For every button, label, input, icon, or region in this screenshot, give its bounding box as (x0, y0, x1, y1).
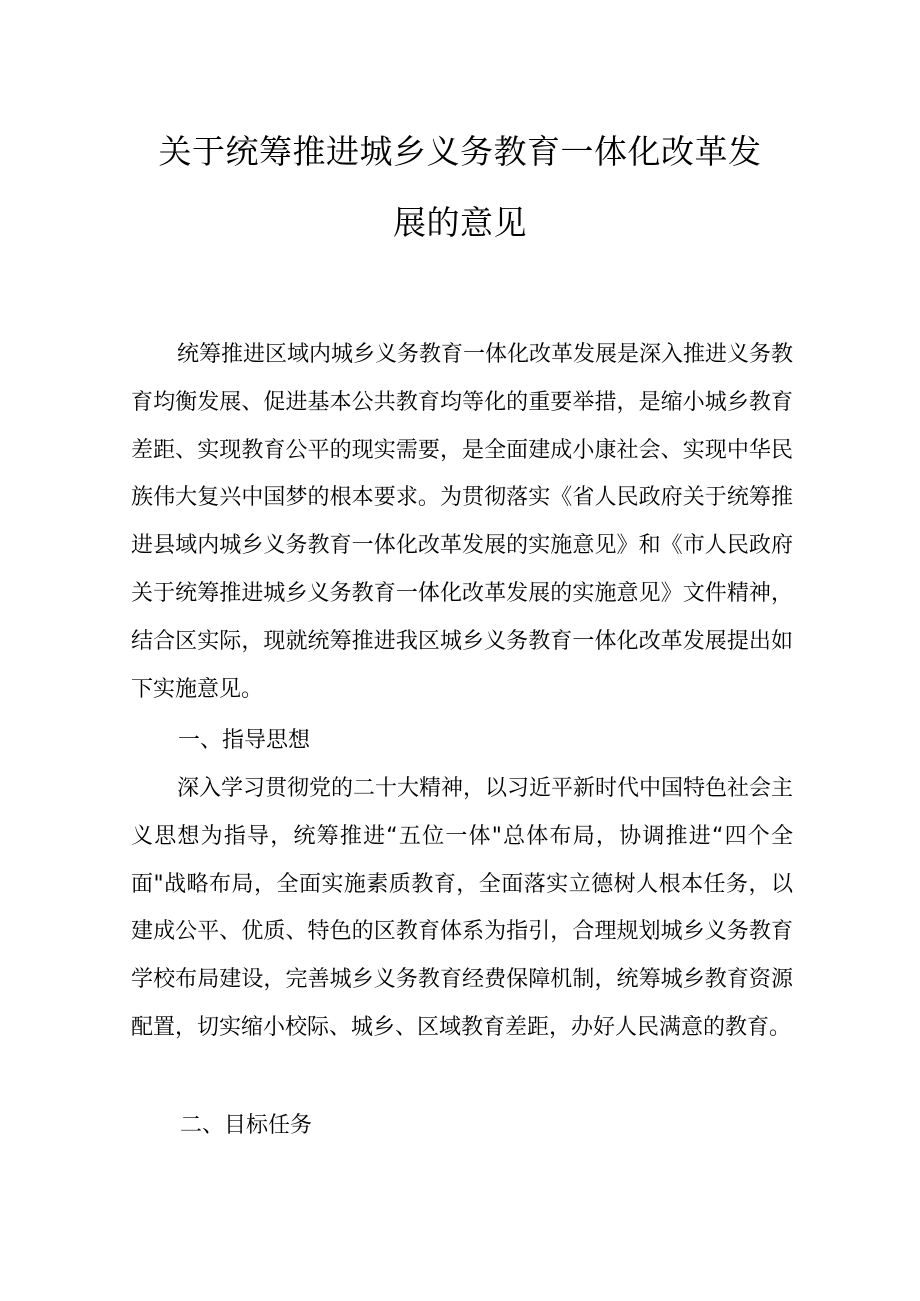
document-title-line-1: 关于统筹推进城乡义务教育一体化改革发 (158, 132, 762, 171)
section-paragraph-guiding-ideology: 深入学习贯彻党的二十大精神，以习近平新时代中国特色社会主义思想为指导，统筹推进“五位一体"总体布局，协调推进“四个全面"战略布局，全面实施素质教育，全面落实立德树人根本任务，以建成公平、优质、特色的区教育体系为指引，合理规划城乡义务教育学校布局建设，完善城乡义务教育经费保障机制，统筹城乡教育资源配置，切实缩小校际、城乡、区域教育差距，办好人民满意的教育。 (131, 776, 794, 1040)
section-heading-goals-tasks: 二、目标任务 (180, 1113, 313, 1138)
section-heading-guiding-ideology: 一、指导思想 (178, 728, 311, 753)
document-title-line-2: 展的意见 (393, 203, 527, 242)
intro-paragraph: 统筹推进区域内城乡义务教育一体化改革发展是深入推进义务教育均衡发展、促进基本公共教育均等化的重要举措，是缩小城乡教育差距、实现教育公平的现实需要，是全面建成小康社会、实现中华民族伟大复兴中国梦的根本要求。为贯彻落实《省人民政府关于统筹推进县域内城乡义务教育一体化改革发展的实施意见》和《市人民政府关于统筹推进城乡义务教育一体化改革发展的实施意见》文件精神，结合区实际，现就统筹推进我区城乡义务教育一体化改革发展提出如下实施意见。 (131, 342, 794, 702)
